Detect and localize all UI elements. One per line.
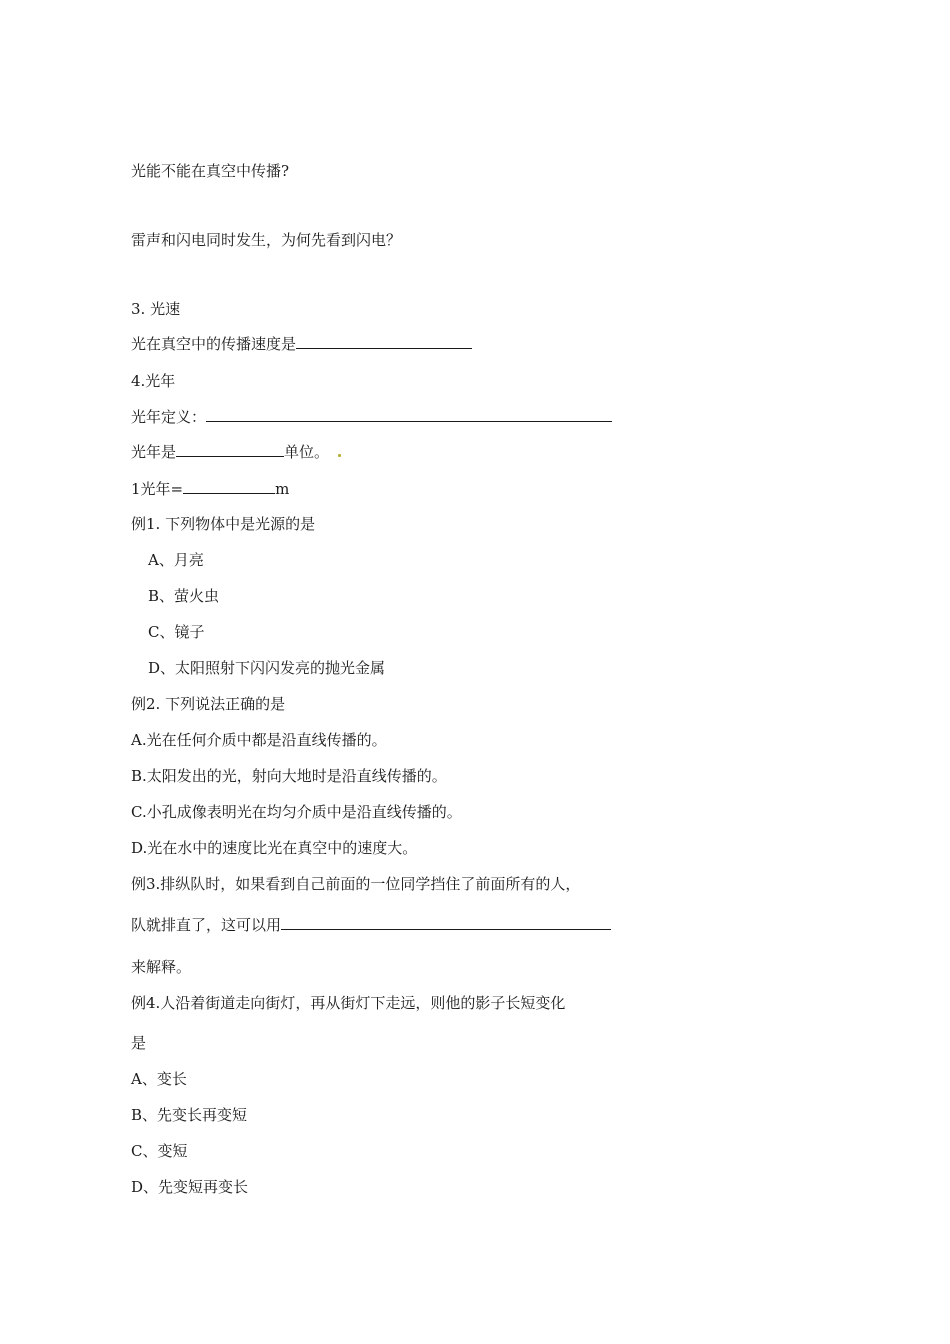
section-3-title: 3. 光速 xyxy=(131,300,181,318)
light-year-unit-line xyxy=(131,442,341,462)
example-2-option-a: A.光在任何介质中都是沿直线传播的。 xyxy=(131,731,387,749)
definition-label: 光年定义： xyxy=(131,408,207,426)
example-3-prefix: 队就排直了，这可以用 xyxy=(131,916,282,934)
example-4-option-d: D、先变短再变长 xyxy=(131,1178,249,1196)
equation-label-a: 1光年= xyxy=(131,480,184,498)
example-4-question-2: 是 xyxy=(131,1034,147,1052)
section-4-title: 4.光年 xyxy=(131,372,176,390)
unit-label-b: 单位。 xyxy=(284,443,330,461)
mark-dot xyxy=(338,454,341,457)
question-vacuum: 光能不能在真空中传播? xyxy=(131,162,290,180)
example-4-question-1: 例4.人沿着街道走向街灯，再从街灯下走远，则他的影子长短变化 xyxy=(131,994,566,1012)
example-3-blank xyxy=(281,915,611,930)
light-year-equation-line xyxy=(131,479,289,499)
example-2-option-c: C.小孔成像表明光在均匀介质中是沿直线传播的。 xyxy=(131,803,462,821)
example-1-option-a: A、月亮 xyxy=(148,551,204,569)
example-1-option-c: C、镜子 xyxy=(148,623,205,641)
speed-of-light-line xyxy=(131,334,472,354)
example-4-option-b: B、先变长再变短 xyxy=(131,1106,248,1124)
example-1-option-b: B、萤火虫 xyxy=(148,587,220,605)
example-4-option-c: C、变短 xyxy=(131,1142,188,1160)
unit-label-a: 光年是 xyxy=(131,443,177,461)
definition-blank xyxy=(206,407,612,422)
example-1-question: 例1. 下列物体中是光源的是 xyxy=(131,515,316,533)
example-2-option-b: B.太阳发出的光，射向大地时是沿直线传播的。 xyxy=(131,767,447,785)
speed-of-light-label: 光在真空中的传播速度是 xyxy=(131,335,297,353)
example-3-question-2 xyxy=(131,915,611,935)
unit-blank xyxy=(176,442,284,457)
example-3-question-3: 来解释。 xyxy=(131,958,192,976)
light-year-definition-line xyxy=(131,407,612,427)
example-2-question: 例2. 下列说法正确的是 xyxy=(131,695,286,713)
question-thunder: 雷声和闪电同时发生，为何先看到闪电？ xyxy=(131,231,402,249)
example-1-option-d: D、太阳照射下闪闪发亮的抛光金属 xyxy=(148,659,386,677)
equation-blank xyxy=(183,479,275,494)
speed-blank xyxy=(296,334,472,349)
example-2-option-d: D.光在水中的速度比光在真空中的速度大。 xyxy=(131,839,418,857)
example-4-option-a: A、变长 xyxy=(131,1070,187,1088)
equation-unit: m xyxy=(275,480,290,498)
example-3-question-1: 例3.排纵队时，如果看到自己前面的一位同学挡住了前面所有的人， xyxy=(131,875,581,893)
